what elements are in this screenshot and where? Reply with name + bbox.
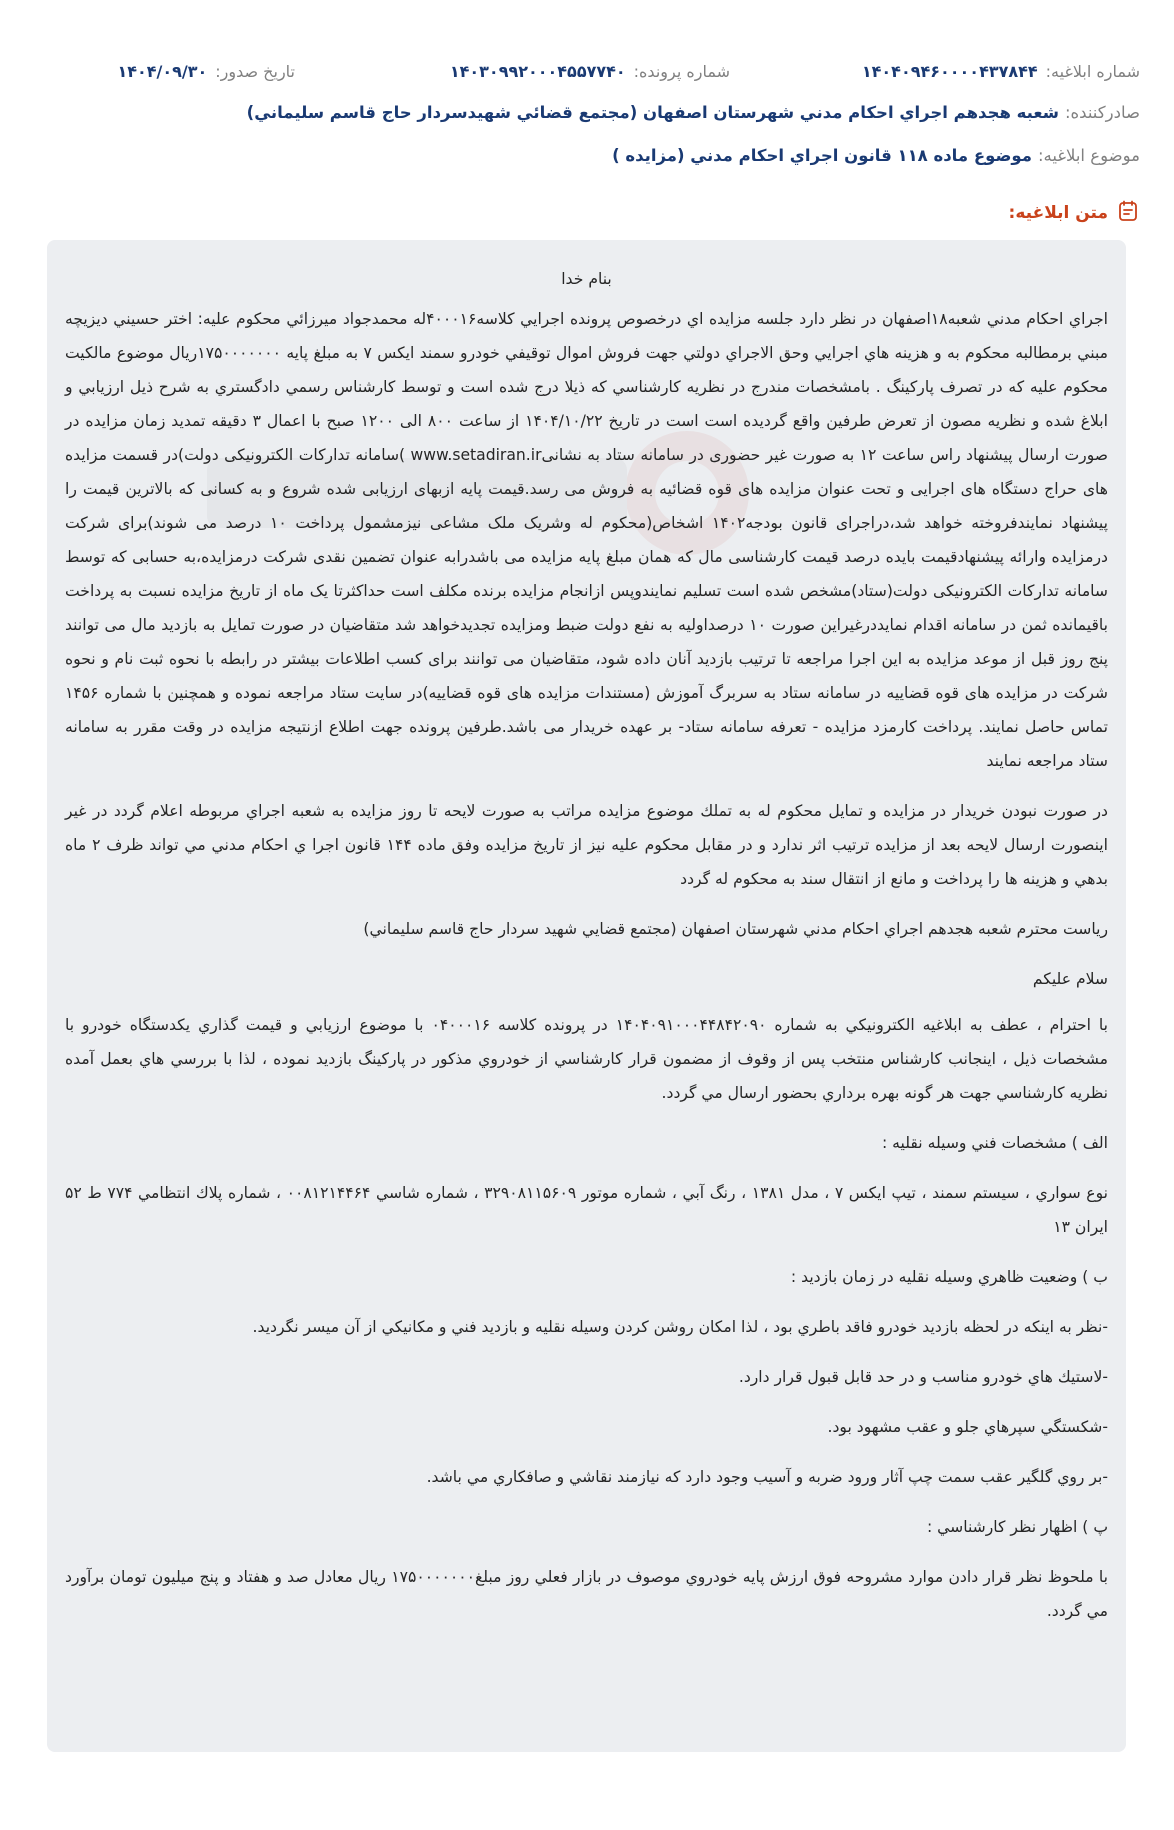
vehicle-condition-heading: ب ) وضعيت ظاهري وسيله نقليه در زمان بازديد : [790,1268,1108,1286]
condition-item-fender: -بر روي گلگير عقب سمت چپ آثار ورود ضربه و آسيب وجود دارد كه نيازمند نقاشي و صافكاري مي باشد. [426,1468,1108,1486]
issue-date [117,62,295,81]
subject-label: موضوع ابلاغیه: [1037,145,1140,165]
notice-number [862,62,1140,81]
vehicle-specs-heading: الف ) مشخصات فني وسيله نقليه : [881,1134,1108,1152]
expert-intro-paragraph: با احترام ، عطف به ابلاغيه الكترونيكي به شماره ۱۴۰۴۰۹۱۰۰۰۴۴۸۴۲۰۹۰ در پرونده كلاسه ۰۴۰۰۰۱۶ با موضوع ارزيابي و قيمت گذاري يكدستگاه خودرو با مشخصات ذيل ، اينجانب كارشناس منتخب پس از وقوف از مضمون قرار كارشناسي از خودروي مذكور در پاركينگ بازديد نموده ، لذا با بررسي هاي بعمل آمده نظريه كارشناسي جهت هر گونه بهره برداري بحضور ارسال مي گردد. [65,1016,1108,1102]
expert-opinion-text: با ملحوظ نظر قرار دادن موارد مشروحه فوق ارزش پايه خودروي موصوف در بازار فعلي روز مبلغ۱۷۵۰۰۰۰۰۰۰ ريال معادل صد و هفتاد و پنج ميليون تومان برآورد مي گردد. [65,1568,1108,1620]
notice-number-label: شماره ابلاغیه: [1045,61,1140,81]
addressee-paragraph: رياست محترم شعبه هجدهم اجراي احكام مدني شهرستان اصفهان (مجتمع قضايي شهيد سردار حاج قاسم سليماني) [363,920,1108,938]
condition-item-battery: -نظر به اينكه در لحظه بازديد خودرو فاقد باطري بود ، لذا امكان روشن كردن وسيله نقليه و بازديد فني و مكانيكي از آن ميسر نگرديد. [252,1318,1108,1336]
notice-text-title: متن ابلاغیه: [1008,203,1108,223]
notice-number-value: ۱۴۰۴۰۹۴۶۰۰۰۰۴۳۷۸۴۴ [861,61,1038,81]
subject-line [34,140,1140,170]
greeting-text: بنام خدا [561,270,612,288]
salutation-text: سلام عليكم [1032,970,1108,988]
notice-text-card [47,240,1126,1752]
expert-opinion-heading: پ ) اظهار نظر كارشناسي : [926,1518,1108,1536]
auction-paragraph: اجراي احكام مدني شعبه۱۸اصفهان در نظر دارد جلسه مزايده اي درخصوص پرونده اجرايي كلاسه۴۰۰۰۱۶له محمدجواد ميرزائي محكوم عليه: اختر حسيني ديزيچه مبني برمطالبه محكوم به و هزينه هاي اجرايي وحق الاجراي دولتي جهت فروش اموال توقيفي خودرو سمند ايكس ۷ به مبلغ پايه ۱۷۵۰۰۰۰۰۰۰ريال موضوع مالكيت محكوم عليه كه در تصرف پاركينگ . بامشخصات مندرج در نظريه كارشناسي كه ذيلا درج شده است و توسط كارشناس رسمي دادگستري به شرح ذيل ارزيابي و ابلاغ شده و نظريه مصون از تعرض طرفين واقع گرديده است است در تاريخ ۱۴۰۴/۱۰/۲۲ از ساعت ۸۰۰ الی ۱۲۰۰ صبح با اعمال ۳ دقیقه تمدید زمان مزایده در صورت ارسال پیشنهاد راس ساعت ۱۲ به صورت غیر حضوری در سامانه ستاد به نشانیwww.setadiran.ir )سامانه تدارکات الکترونیکی دولت)در قسمت مزایده های حراج دستگاه های اجرایی و تحت عنوان مزایده های قوه قضائیه به فروش می رسد.قیمت پایه ازبهای ارزیابی شده شروع و به کسانی که بالاترین قیمت را پیشنهاد نمایندفروخته خواهد شد،دراجرای قانون بودجه۱۴۰۲ اشخاص(محکوم له وشریک ملک مشاعی نیزمشمول پرداخت ۱۰ درصد می شوند)برای شرکت درمزایده وارائه پیشنهادقیمت بایده درصد قیمت کارشناسی مال که همان مبلغ پایه مزایده می باشدرابه عنوان تضمین نقدی شرکت درمزایده،به حسابی که توسط سامانه تدارکات الکترونیکی دولت(ستاد)مشخص شده است تسلیم نمایندوپس ازانجام مزایده برنده مکلف است حداکثرتا یک ماه از تاریخ مزایده نسبت به پرداخت باقیمانده ثمن در سامانه اقدام نمایددرغیراین صورت ۱۰ درصداولیه به نفع دولت ضبط ومزایده تجدیدخواهد شد متقاضیان در صورت تمایل به بازدید مال می توانند پنج روز قبل از موعد مزایده به این اجرا مراجعه تا ترتیب بازدید آنان داده شود، متقاضیان می توانند برای کسب اطلاعات بیشتر در رابطه با نحوه ثبت نام و نحوه شرکت در مزایده های قوه قضاییه در سامانه ستاد به سربرگ آموزش (مستندات مزایده های قوه قضاییه)در سایت ستاد مراجعه نموده و همچنین با شماره ۱۴۵۶ تماس حاصل نمایند. پرداخت کارمزد مزایده - تعرفه سامانه ستاد- بر عهده خریدار می باشد.طرفین پرونده جهت اطلاع ازنتیجه مزایده در وقت مقرر به سامانه ستاد مراجعه نمایند [65,310,1109,770]
issue-date-label: تاریخ صدور: [215,61,295,81]
issue-date-value: ۱۴۰۴/۰۹/۳۰ [117,61,208,81]
case-number [450,62,730,81]
subject-value: موضوع ماده ۱۱۸ قانون اجراي احكام مدني (مزايده ) [612,145,1032,165]
condition-item-tires: -لاستيك هاي خودرو مناسب و در حد قابل قبول قرار دارد. [738,1368,1108,1386]
notice-text-heading [1009,198,1140,228]
case-number-value: ۱۴۰۳۰۹۹۲۰۰۰۴۵۵۷۷۴۰ [449,61,626,81]
case-number-label: شماره پرونده: [633,61,730,81]
buyer-absence-paragraph: در صورت نبودن خريدار در مزايده و تمايل محكوم له به تملك موضوع مزايده مراتب به صورت لايحه تا روز مزايده به شعبه اجراي مربوطه اعلام گردد در غير اينصورت ارسال لايحه بعد از مزايده ترتيب اثر ندارد و در مقابل محكوم عليه نيز از تاريخ مزايده وفق ماده ۱۴۴ قانون اجرا ي احكام مدني مي تواند ظرف ۲ ماه بدهي و هزينه ها را پرداخت و مانع از انتقال سند به محكوم له گردد [65,802,1108,888]
document-icon [1108,199,1140,228]
vehicle-specs-text: نوع سواري ، سيستم سمند ، تيپ ايكس ۷ ، مدل ۱۳۸۱ ، رنگ آبي ، شماره موتور ۳۲۹۰۸۱۱۵۶۰۹ ، شماره شاسي ۰۰۸۱۲۱۴۴۶۴ ، شماره پلاك انتظامي ۷۷۴ ط ۵۲ ايران ۱۳ [65,1184,1108,1236]
notice-meta-row [34,56,1140,86]
issuer-line [34,97,1140,127]
issuer-value: شعبه هجدهم اجراي احكام مدني شهرستان اصفهان (مجتمع قضائي شهيدسردار حاج قاسم سليماني) [246,102,1059,122]
condition-item-bumpers: -شكستگي سپرهاي جلو و عقب مشهود بود. [827,1418,1108,1436]
issuer-label: صادرکننده: [1064,102,1140,122]
